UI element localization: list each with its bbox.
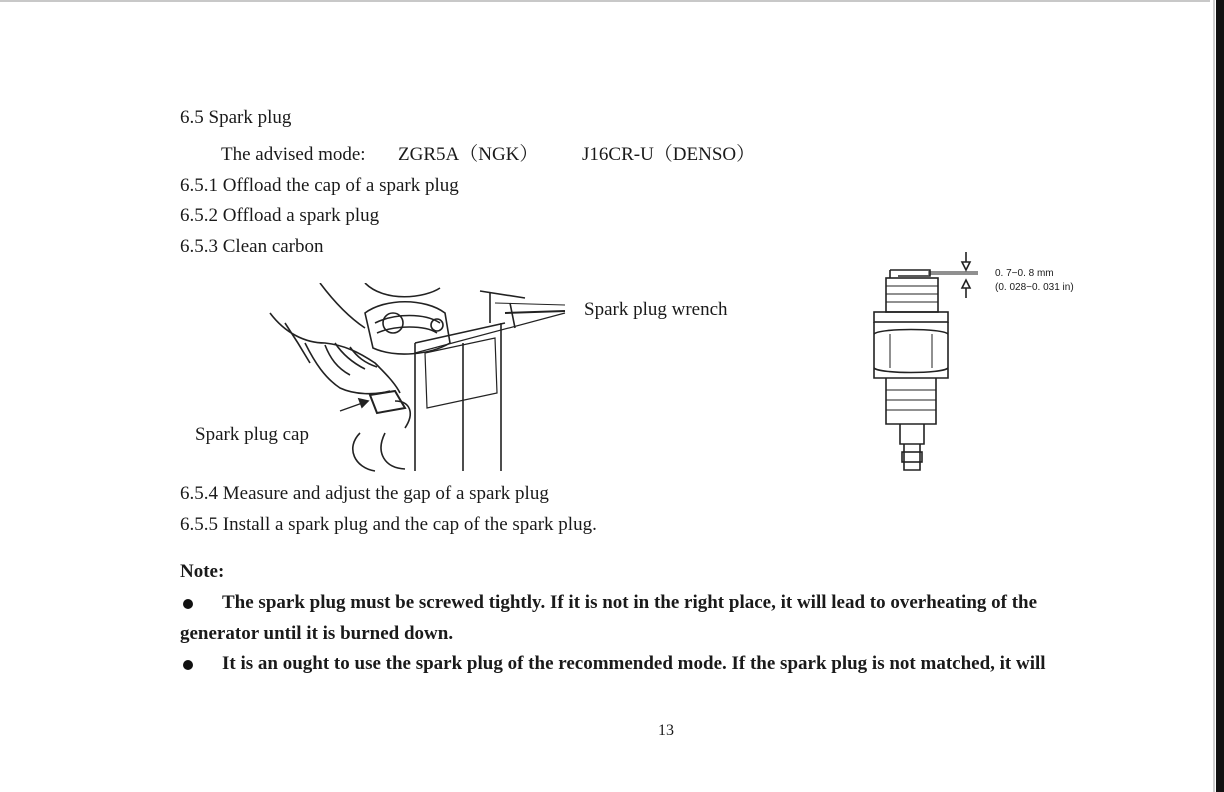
advised-mode-label: The advised mode: [221,144,366,165]
label-spark-plug-cap: Spark plug cap [195,424,309,445]
bullet-icon [183,660,193,670]
spark-plug-removal-illustration [265,283,575,473]
gap-spec-in: (0. 028−0. 031 in) [995,282,1074,293]
advised-mode-ngk: ZGR5A（NGK） [398,144,539,165]
step-6-5-3: 6.5.3 Clean carbon [180,236,324,257]
label-spark-plug-wrench: Spark plug wrench [584,299,728,320]
step-6-5-5: 6.5.5 Install a spark plug and the cap of the spark plug. [180,514,597,535]
advised-mode-denso: J16CR-U（DENSO） [582,144,756,165]
scan-top-edge [0,0,1210,2]
note-bullet-2-line-1: It is an ought to use the spark plug of the recommended mode. If the spark plug is not matched, it will [222,653,1046,674]
step-6-5-4: 6.5.4 Measure and adjust the gap of a spark plug [180,483,549,504]
note-bullet-1-line-1: The spark plug must be screwed tightly. If it is not in the right place, it will lead to overheating of the [222,592,1038,613]
note-bullet-1-line-2: generator until it is burned down. [180,623,454,644]
step-6-5-1: 6.5.1 Offload the cap of a spark plug [180,175,459,196]
page-number: 13 [658,722,674,739]
scan-right-edge [1216,0,1224,792]
spark-plug-gap-diagram [860,248,990,480]
scan-right-edge-shadow [1213,0,1215,792]
step-6-5-2: 6.5.2 Offload a spark plug [180,205,380,226]
gap-spec-mm: 0. 7−0. 8 mm [995,268,1054,279]
section-heading: 6.5 Spark plug [180,107,292,128]
note-title: Note: [180,561,225,582]
bullet-icon [183,599,193,609]
